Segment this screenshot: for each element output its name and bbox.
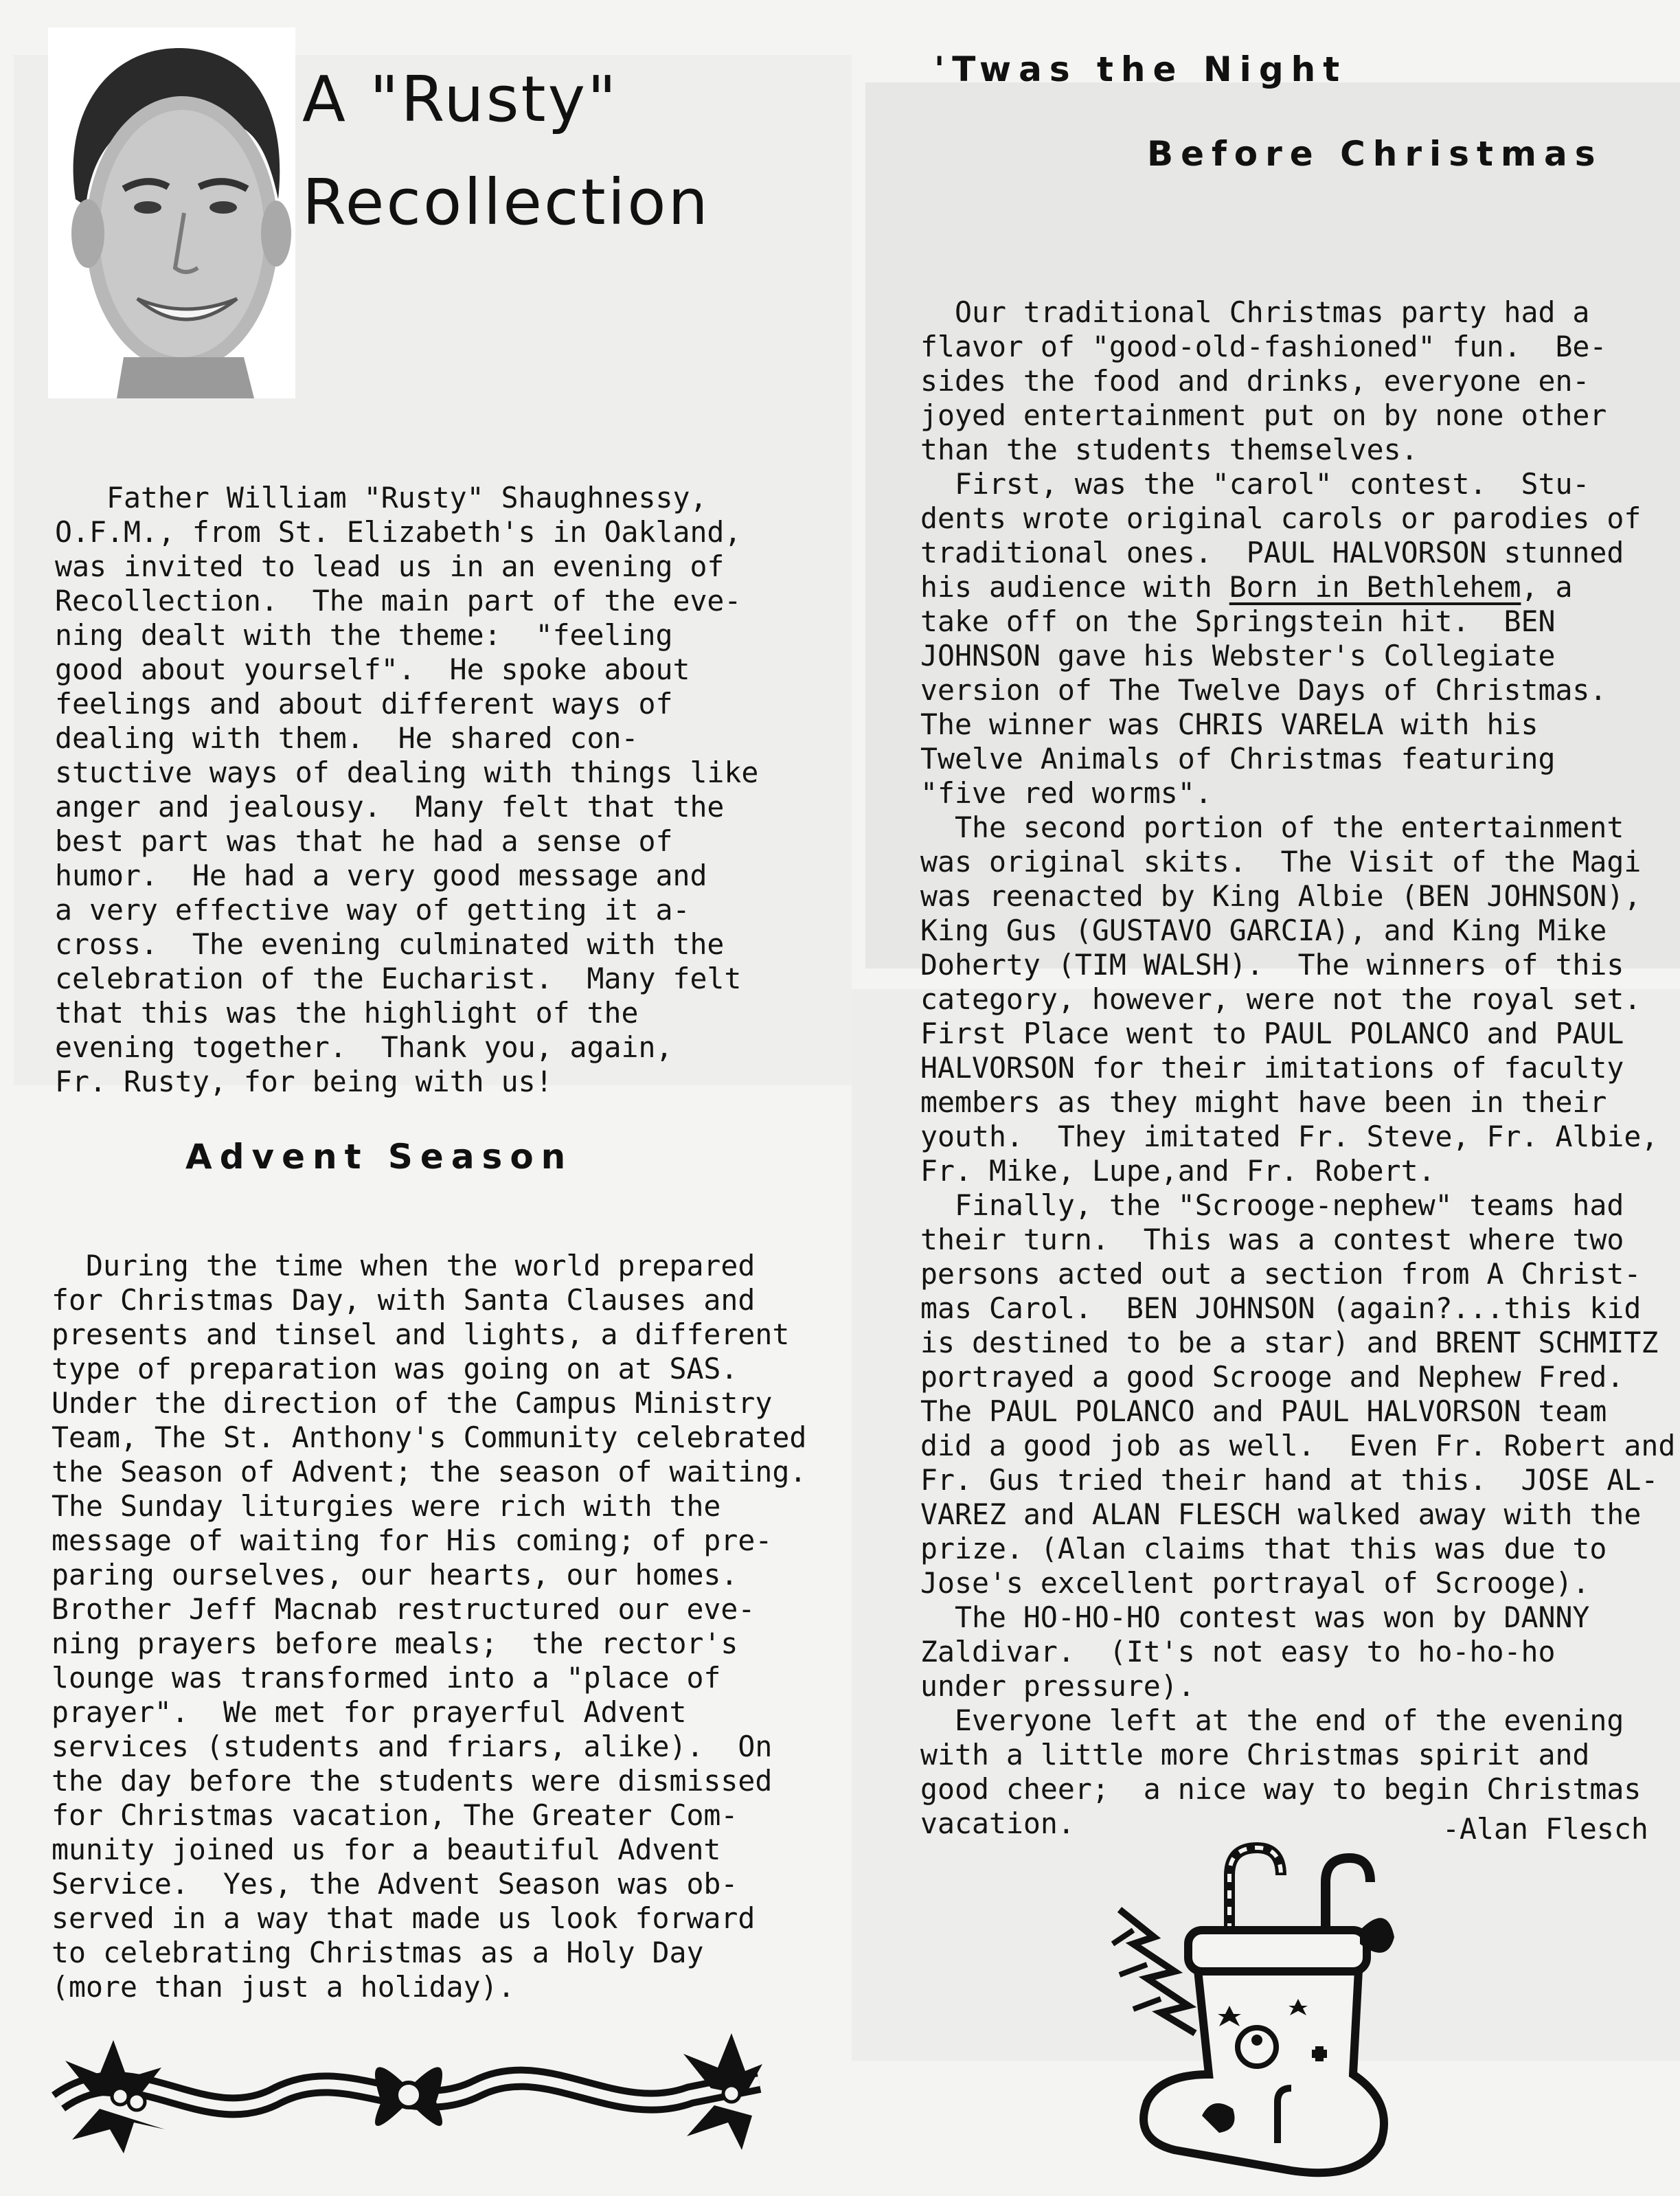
twas-body-line: Jose's excellent portrayal of Scrooge). bbox=[920, 1566, 1590, 1600]
advent-body-line: services (students and friars, alike). On bbox=[52, 1730, 773, 1763]
advent-body-line: Service. Yes, the Advent Season was ob- bbox=[52, 1867, 738, 1901]
twas-body-line: category, however, were not the royal set. bbox=[920, 982, 1642, 1016]
twas-body-line: Fr. Mike, Lupe,and Fr. Robert. bbox=[920, 1154, 1435, 1188]
twas-body-line: The HO-HO-HO contest was won by DANNY bbox=[920, 1600, 1590, 1634]
advent-body-line: (more than just a holiday). bbox=[52, 1970, 515, 2004]
rusty-body-line: celebration of the Eucharist. Many felt bbox=[55, 962, 742, 995]
twas-body-line: JOHNSON gave his Webster's Collegiate bbox=[920, 639, 1556, 672]
advent-body-line: message of waiting for His coming; of pre- bbox=[52, 1524, 773, 1557]
twas-body-line: version of The Twelve Days of Christmas. bbox=[920, 673, 1607, 707]
twas-body-line: The winner was CHRIS VARELA with his bbox=[920, 708, 1539, 741]
twas-body-line: under pressure). bbox=[920, 1669, 1195, 1703]
rusty-article-title bbox=[302, 48, 810, 254]
twas-body-line: traditional ones. PAUL HALVORSON stunned bbox=[920, 536, 1624, 569]
rusty-body-line: Recollection. The main part of the eve- bbox=[55, 584, 742, 618]
twas-body-line: did a good job as well. Even Fr. Robert and bbox=[920, 1429, 1676, 1462]
advent-article-body bbox=[52, 1214, 806, 2004]
rusty-body-line: evening together. Thank you, again, bbox=[55, 1030, 673, 1064]
advent-body-line: Brother Jeff Macnab restructured our eve- bbox=[52, 1592, 756, 1626]
twas-body-line: joyed entertainment put on by none other bbox=[920, 398, 1607, 432]
twas-body-line: flavor of "good-old-fashioned" fun. Be- bbox=[920, 330, 1607, 363]
rusty-title-line-2: Recollection bbox=[302, 166, 710, 239]
advent-body-line: lounge was transformed into a "place of bbox=[52, 1661, 721, 1695]
twas-body-line: mas Carol. BEN JOHNSON (again?...this kid bbox=[920, 1291, 1642, 1325]
advent-body-line: served in a way that made us look forward bbox=[52, 1901, 756, 1935]
rusty-body-line: good about yourself". He spoke about bbox=[55, 653, 690, 686]
twas-body-line: Zaldivar. (It's not easy to ho-ho-ho bbox=[920, 1635, 1556, 1668]
portrait-photo bbox=[48, 27, 295, 398]
rusty-body-line: best part was that he had a sense of bbox=[55, 824, 673, 858]
twas-heading-line-2: Before Christmas bbox=[1147, 134, 1603, 174]
twas-byline: -Alan Flesch bbox=[1442, 1812, 1648, 1846]
twas-body-line: is destined to be a star) and BRENT SCHMITZ bbox=[920, 1326, 1659, 1359]
twas-body-line: vacation. bbox=[920, 1807, 1075, 1840]
twas-article-body bbox=[920, 261, 1675, 1841]
twas-body-line: members as they might have been in their bbox=[920, 1085, 1607, 1119]
advent-body-line: During the time when the world prepared bbox=[52, 1249, 756, 1282]
twas-body-line: The second portion of the entertainment bbox=[920, 811, 1624, 844]
twas-body-line: Doherty (TIM WALSH). The winners of this bbox=[920, 948, 1624, 982]
twas-body-line: Everyone left at the end of the evening bbox=[920, 1703, 1624, 1737]
rusty-body-line: Fr. Rusty, for being with us! bbox=[55, 1065, 553, 1098]
twas-body-line: VAREZ and ALAN FLESCH walked away with the bbox=[920, 1497, 1642, 1531]
twas-body-line: "five red worms". bbox=[920, 776, 1212, 810]
advent-body-line: type of preparation was going on at SAS. bbox=[52, 1352, 738, 1385]
rusty-body-line: cross. The evening culminated with the bbox=[55, 927, 725, 961]
underlined-title: Born in Bethlehem bbox=[1229, 570, 1521, 604]
twas-heading-line-1: 'Twas the Night bbox=[934, 49, 1348, 89]
twas-body-line: portrayed a good Scrooge and Nephew Fred. bbox=[920, 1360, 1624, 1394]
twas-body-line: Finally, the "Scrooge-nephew" teams had bbox=[920, 1188, 1624, 1222]
twas-body-line: youth. They imitated Fr. Steve, Fr. Albie, bbox=[920, 1120, 1659, 1153]
twas-body-line: his audience with Born in Bethlehem, a bbox=[920, 570, 1573, 604]
rusty-body-line: Father William "Rusty" Shaughnessy, bbox=[55, 481, 707, 514]
rusty-body-line: dealing with them. He shared con- bbox=[55, 721, 639, 755]
advent-body-line: to celebrating Christmas as a Holy Day bbox=[52, 1936, 704, 1969]
advent-body-line: Under the direction of the Campus Ministry bbox=[52, 1386, 773, 1420]
twas-body-line: First Place went to PAUL POLANCO and PAUL bbox=[920, 1017, 1624, 1050]
advent-body-line: for Christmas vacation, The Greater Com- bbox=[52, 1798, 738, 1832]
advent-body-line: prayer". We met for prayerful Advent bbox=[52, 1695, 687, 1729]
christmas-stocking-icon bbox=[1092, 1827, 1415, 2184]
twas-body-line: HALVORSON for their imitations of faculty bbox=[920, 1051, 1624, 1085]
rusty-body-line: anger and jealousy. Many felt that the bbox=[55, 790, 725, 824]
rusty-body-line: was invited to lead us in an evening of bbox=[55, 550, 725, 583]
twas-body-line: with a little more Christmas spirit and bbox=[920, 1738, 1590, 1771]
rusty-body-line: feelings and about different ways of bbox=[55, 687, 673, 721]
advent-body-line: the Season of Advent; the season of waiting. bbox=[52, 1455, 807, 1488]
advent-body-line: ning prayers before meals; the rector's bbox=[52, 1627, 738, 1660]
twas-body-line: take off on the Springstein hit. BEN bbox=[920, 604, 1556, 638]
twas-body-line: Fr. Gus tried their hand at this. JOSE AL- bbox=[920, 1463, 1659, 1497]
twas-body-line: sides the food and drinks, everyone en- bbox=[920, 364, 1590, 398]
twas-body-line: dents wrote original carols or parodies of bbox=[920, 501, 1642, 535]
advent-body-line: munity joined us for a beautiful Advent bbox=[52, 1833, 721, 1866]
twas-body-line: prize. (Alan claims that this was due to bbox=[920, 1532, 1607, 1565]
rusty-body-line: O.F.M., from St. Elizabeth's in Oakland, bbox=[55, 515, 742, 549]
rusty-body-line: humor. He had a very good message and bbox=[55, 859, 707, 892]
rusty-body-line: that this was the highlight of the bbox=[55, 996, 639, 1030]
advent-body-line: the day before the students were dismissed bbox=[52, 1764, 773, 1798]
twas-body-line: Our traditional Christmas party had a bbox=[920, 295, 1590, 329]
rusty-body-line: stuctive ways of dealing with things like bbox=[55, 756, 759, 789]
advent-body-line: paring ourselves, our hearts, our homes. bbox=[52, 1558, 738, 1592]
rusty-title-line-1: A "Rusty" bbox=[302, 63, 619, 136]
portrait-photo-drawing bbox=[48, 27, 295, 398]
twas-body-line: their turn. This was a contest where two bbox=[920, 1223, 1624, 1256]
twas-body-line: persons acted out a section from A Christ- bbox=[920, 1257, 1642, 1291]
twas-body-line: King Gus (GUSTAVO GARCIA), and King Mike bbox=[920, 914, 1607, 947]
rusty-body-line: ning dealt with the theme: "feeling bbox=[55, 618, 673, 652]
rusty-body-line: a very effective way of getting it a- bbox=[55, 893, 690, 927]
rusty-article-body bbox=[55, 446, 758, 1099]
advent-body-line: for Christmas Day, with Santa Clauses and bbox=[52, 1283, 756, 1317]
advent-body-line: Team, The St. Anthony's Community celebrated bbox=[52, 1420, 807, 1454]
twas-body-line: First, was the "carol" contest. Stu- bbox=[920, 467, 1590, 501]
twas-body-line: The PAUL POLANCO and PAUL HALVORSON team bbox=[920, 1394, 1607, 1428]
twas-body-line: good cheer; a nice way to begin Christmas bbox=[920, 1772, 1642, 1806]
holly-garland-icon bbox=[52, 2019, 766, 2157]
twas-body-line: Twelve Animals of Christmas featuring bbox=[920, 742, 1556, 776]
twas-body-line: was reenacted by King Albie (BEN JOHNSON), bbox=[920, 879, 1642, 913]
advent-body-line: The Sunday liturgies were rich with the bbox=[52, 1489, 721, 1523]
advent-heading: Advent Season bbox=[185, 1137, 574, 1177]
advent-body-line: presents and tinsel and lights, a different bbox=[52, 1317, 790, 1351]
twas-body-line: than the students themselves. bbox=[920, 433, 1418, 466]
twas-body-line: was original skits. The Visit of the Magi bbox=[920, 845, 1642, 879]
